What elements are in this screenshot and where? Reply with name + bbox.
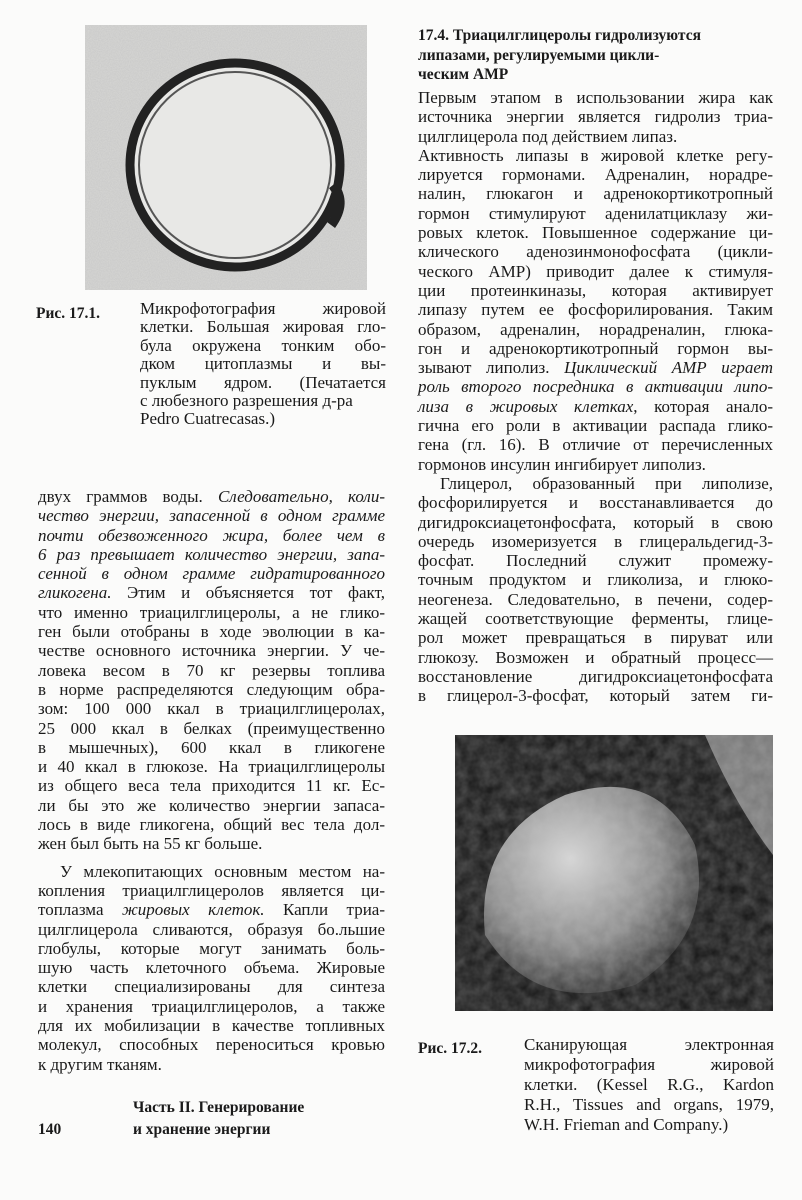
- text-segment: что именно триацилглицеролы, а не глико-: [38, 602, 385, 622]
- text-line: [418, 686, 773, 705]
- text-segment: и 40 ккал в глюкозе. На триацилглицеролы: [38, 757, 385, 777]
- text-line: [38, 862, 385, 881]
- text-segment: клетки специализированы для синтеза: [38, 977, 385, 997]
- text-segment: , которая анало-: [633, 396, 773, 416]
- text-segment: ген были отобраны в ходе эволюции в ка-: [38, 622, 385, 642]
- text-segment: двух граммов воды.: [38, 487, 218, 506]
- text-segment: лось в виде гликогена, общий вес тела дол-: [38, 815, 385, 835]
- text-line: [140, 300, 386, 318]
- text-segment: копления триацилглицеролов является ци-: [38, 880, 385, 900]
- section-heading-line: липазами, регулируемыми цикли-: [418, 46, 660, 64]
- text-segment: пуклым ядром. (Печатается: [140, 372, 386, 392]
- text-line: [38, 603, 385, 622]
- text-line: [38, 564, 385, 583]
- text-line: [418, 667, 773, 686]
- text-line: [418, 88, 773, 107]
- text-line: [418, 609, 773, 628]
- text-segment: микрофотография жировой: [524, 1055, 774, 1074]
- text-segment: У млекопитающих основным местом на-: [60, 861, 385, 881]
- text-line: [38, 699, 385, 718]
- text-segment: образом, адреналин, норадреналин, глюка-: [418, 319, 773, 339]
- text-segment: Капли триа-: [264, 900, 385, 920]
- right-column-text: [418, 88, 773, 706]
- text-line: [140, 355, 386, 373]
- text-segment: молекул, способных переноситься кровью: [38, 1035, 385, 1055]
- text-segment: дком цитоплазмы и вы-: [140, 354, 386, 374]
- part-title-line: Часть II. Генерирование: [133, 1099, 305, 1116]
- text-line: [38, 815, 385, 834]
- text-segment: топлазма: [38, 900, 122, 920]
- text-line: [418, 435, 773, 454]
- text-line: [38, 796, 385, 815]
- text-segment: восстановление дигидроксиацетонфосфата: [418, 666, 773, 686]
- text-line: [418, 532, 773, 551]
- text-line: [418, 339, 773, 358]
- text-segment: глобулы, которые могут занимать боль-: [38, 938, 385, 958]
- text-line: [38, 526, 385, 545]
- text-segment: зом: 100 000 ккал в триацилглицеролах,: [38, 699, 385, 719]
- figure-2-sem-micrograph: [455, 735, 773, 1011]
- part-title-line: и хранение энергии: [133, 1121, 271, 1138]
- italic-text: гликогена.: [38, 583, 112, 603]
- text-line: [140, 318, 386, 336]
- text-line: [38, 920, 385, 939]
- text-line: [140, 410, 386, 428]
- text-segment: R.H., Tissues and organs, 1979,: [524, 1095, 774, 1114]
- text-line: [524, 1075, 774, 1095]
- text-line: [524, 1115, 774, 1135]
- text-line: [418, 127, 773, 146]
- text-line: [418, 146, 773, 165]
- text-line: [38, 738, 385, 757]
- text-segment: очередь изомеризуется в глицеральдегид-3-: [418, 531, 773, 551]
- text-segment: 25 000 ккал в белках (преимущественно: [38, 718, 385, 738]
- text-segment: цилглицерола под действием липаз.: [418, 126, 678, 146]
- text-line: [38, 900, 385, 919]
- text-segment: точным продуктом и гликолиза, и глюко-: [418, 570, 773, 590]
- text-segment: жен был быть на 55 кг больше.: [38, 834, 263, 854]
- text-segment: ловека весом в 70 кг резервы топлива: [38, 660, 385, 680]
- text-segment: Активность липазы в жировой клетке регу-: [418, 145, 773, 165]
- text-line: [38, 881, 385, 900]
- part-title: [133, 1097, 304, 1141]
- text-line: [38, 1016, 385, 1035]
- text-segment: ровых клеток. Повышенное содержание ци-: [418, 223, 773, 243]
- text-line: [418, 223, 773, 242]
- italic-text: Циклический АМР играет: [564, 358, 773, 378]
- text-segment: фосфорилируется и восстанавливается до: [418, 493, 773, 513]
- section-heading-line: ческим АМР: [418, 66, 509, 83]
- text-line: [38, 545, 385, 564]
- text-line: [38, 757, 385, 776]
- text-line: [418, 377, 773, 396]
- text-line: [418, 474, 773, 493]
- figure-1-label: Рис. 17.1.: [36, 305, 101, 322]
- text-line: [418, 300, 773, 319]
- italic-text: почти обезвоженного жира, более чем в: [38, 525, 385, 545]
- text-segment: и хранения триацилглицеролов, а также: [38, 996, 385, 1016]
- text-segment: дигидроксиацетонфосфата, который в свою: [418, 512, 773, 532]
- text-line: [524, 1095, 774, 1115]
- text-line: [418, 551, 773, 570]
- text-line: [418, 513, 773, 532]
- section-heading: [418, 26, 778, 85]
- text-line: [418, 320, 773, 339]
- text-line: [524, 1055, 774, 1075]
- italic-text: 6 раз превышает количество энергии, запа-: [38, 544, 385, 564]
- italic-text: сенной в одном грамме гидратированного: [38, 564, 385, 584]
- left-column-text: [38, 487, 385, 1074]
- text-line: [418, 590, 773, 609]
- text-segment: фосфат. Последний служит промежу-: [418, 551, 773, 571]
- text-segment: клетки. (Kessel R.G., Kardon: [524, 1075, 774, 1094]
- text-segment: в мышечных), 600 ккал в гликогене: [38, 737, 385, 757]
- text-segment: шую часть клеточного объема. Жировые: [38, 958, 385, 978]
- text-segment: источника энергии является гидролиз триа-: [418, 107, 773, 127]
- italic-text: роль второго посредника в активации липо-: [418, 377, 773, 397]
- text-segment: ции протеинкиназы, которая активирует: [418, 280, 773, 300]
- text-line: [38, 958, 385, 977]
- text-segment: Глицерол, образованный при липолизе,: [440, 473, 773, 493]
- text-line: [418, 648, 773, 667]
- text-segment: ческого АМР) приводит далее к стимуля-: [418, 261, 773, 281]
- text-line: [418, 358, 773, 377]
- text-line: [418, 184, 773, 203]
- text-line: [418, 262, 773, 281]
- text-line: [418, 570, 773, 589]
- text-line: [418, 204, 773, 223]
- text-line: [418, 242, 773, 261]
- text-segment: клического аденозинмонофосфата (цикли-: [418, 242, 773, 262]
- text-line: [38, 1055, 385, 1074]
- text-segment: гормон стимулируют аденилатциклазу жи-: [418, 203, 773, 223]
- text-segment: була окружена тонким обо-: [140, 335, 386, 355]
- text-line: [418, 493, 773, 512]
- text-line: [38, 776, 385, 795]
- section-heading-line: 17.4. Триацилглицеролы гидролизуются: [418, 27, 701, 44]
- text-line: [418, 416, 773, 435]
- text-segment: лируется гормонами. Адреналин, норадре-: [418, 165, 773, 185]
- italic-text: Следовательно, коли-: [217, 487, 385, 506]
- text-segment: зывают липолиз.: [418, 358, 565, 378]
- text-line: [38, 719, 385, 738]
- text-segment: глюкозу. Возможен и обратный процесс—: [418, 647, 773, 667]
- text-segment: налин, глюкагон и адренокортикотропный: [418, 184, 773, 204]
- figure-1-fat-cell-micrograph: [85, 25, 367, 290]
- text-segment: с любезного разрешения д-ра: [140, 390, 353, 410]
- text-segment: гормонов инсулин ингибирует липолиз.: [418, 454, 706, 474]
- text-segment: W.H. Frieman and Company.): [524, 1115, 729, 1134]
- text-line: [38, 680, 385, 699]
- text-line: [38, 506, 385, 525]
- text-segment: Первым этапом в использовании жира как: [418, 88, 773, 107]
- italic-text: жировых клеток.: [121, 900, 265, 920]
- text-segment: честве основного источника энергии. У че-: [38, 641, 385, 661]
- text-segment: липазу путем ее фосфорилирования. Таким: [418, 300, 773, 320]
- text-segment: Микрофотография жировой: [140, 299, 386, 318]
- text-line: [38, 939, 385, 958]
- text-line: [38, 487, 385, 506]
- text-segment: для их мобилизации в качестве топливных: [38, 1016, 385, 1036]
- text-line: [418, 107, 773, 126]
- text-segment: Сканирующая электронная: [524, 1035, 774, 1054]
- text-line: [418, 165, 773, 184]
- figure-2-label: Рис. 17.2.: [418, 1040, 483, 1057]
- figure-2-caption: [524, 1035, 774, 1135]
- text-line: [38, 661, 385, 680]
- text-line: [38, 997, 385, 1016]
- text-segment: цилглицерола сливаются, образуя бо.льшие: [38, 919, 385, 939]
- text-segment: в норме распределяются следующим обра-: [38, 679, 385, 699]
- text-segment: ли бы это же количество энергии запаса-: [38, 795, 385, 815]
- text-line: [38, 641, 385, 660]
- text-line: [38, 622, 385, 641]
- text-segment: из общего веса тела приходится 11 кг. Ес-: [38, 776, 385, 796]
- text-segment: гена (гл. 16). В отличие от перечисленных: [418, 435, 773, 455]
- text-segment: Pedro Cuatrecasas.): [140, 409, 276, 429]
- text-line: [524, 1035, 774, 1055]
- text-segment: жащей соответствующие ферменты, глице-: [418, 609, 773, 629]
- text-line: [38, 583, 385, 602]
- page-number: 140: [38, 1121, 62, 1138]
- text-line: [418, 397, 773, 416]
- text-line: [140, 337, 386, 355]
- text-line: [418, 281, 773, 300]
- text-segment: рол может превращаться в пируват или: [418, 628, 773, 648]
- text-segment: клетки. Большая жировая гло-: [140, 317, 386, 337]
- italic-text: лиза в жировых клетках: [418, 396, 634, 416]
- text-line: [38, 1035, 385, 1054]
- text-line: [38, 977, 385, 996]
- text-segment: Этим и объясняется тот факт,: [111, 583, 385, 603]
- text-line: [418, 455, 773, 474]
- text-segment: гон и адренокортикотропный гормон вы-: [418, 338, 773, 358]
- text-line: [38, 834, 385, 853]
- text-line: [140, 392, 386, 410]
- text-segment: неогенеза. Следовательно, в печени, содер-: [418, 589, 773, 609]
- text-segment: в глицерол-3-фосфат, который затем ги-: [418, 686, 773, 706]
- text-line: [418, 628, 773, 647]
- text-segment: гична его роли в активации распада глико-: [418, 416, 773, 436]
- text-line: [140, 374, 386, 392]
- text-segment: к другим тканям.: [38, 1054, 162, 1074]
- italic-text: чество энергии, запасенной в одном грамме: [38, 506, 385, 526]
- figure-1-caption: [140, 300, 386, 429]
